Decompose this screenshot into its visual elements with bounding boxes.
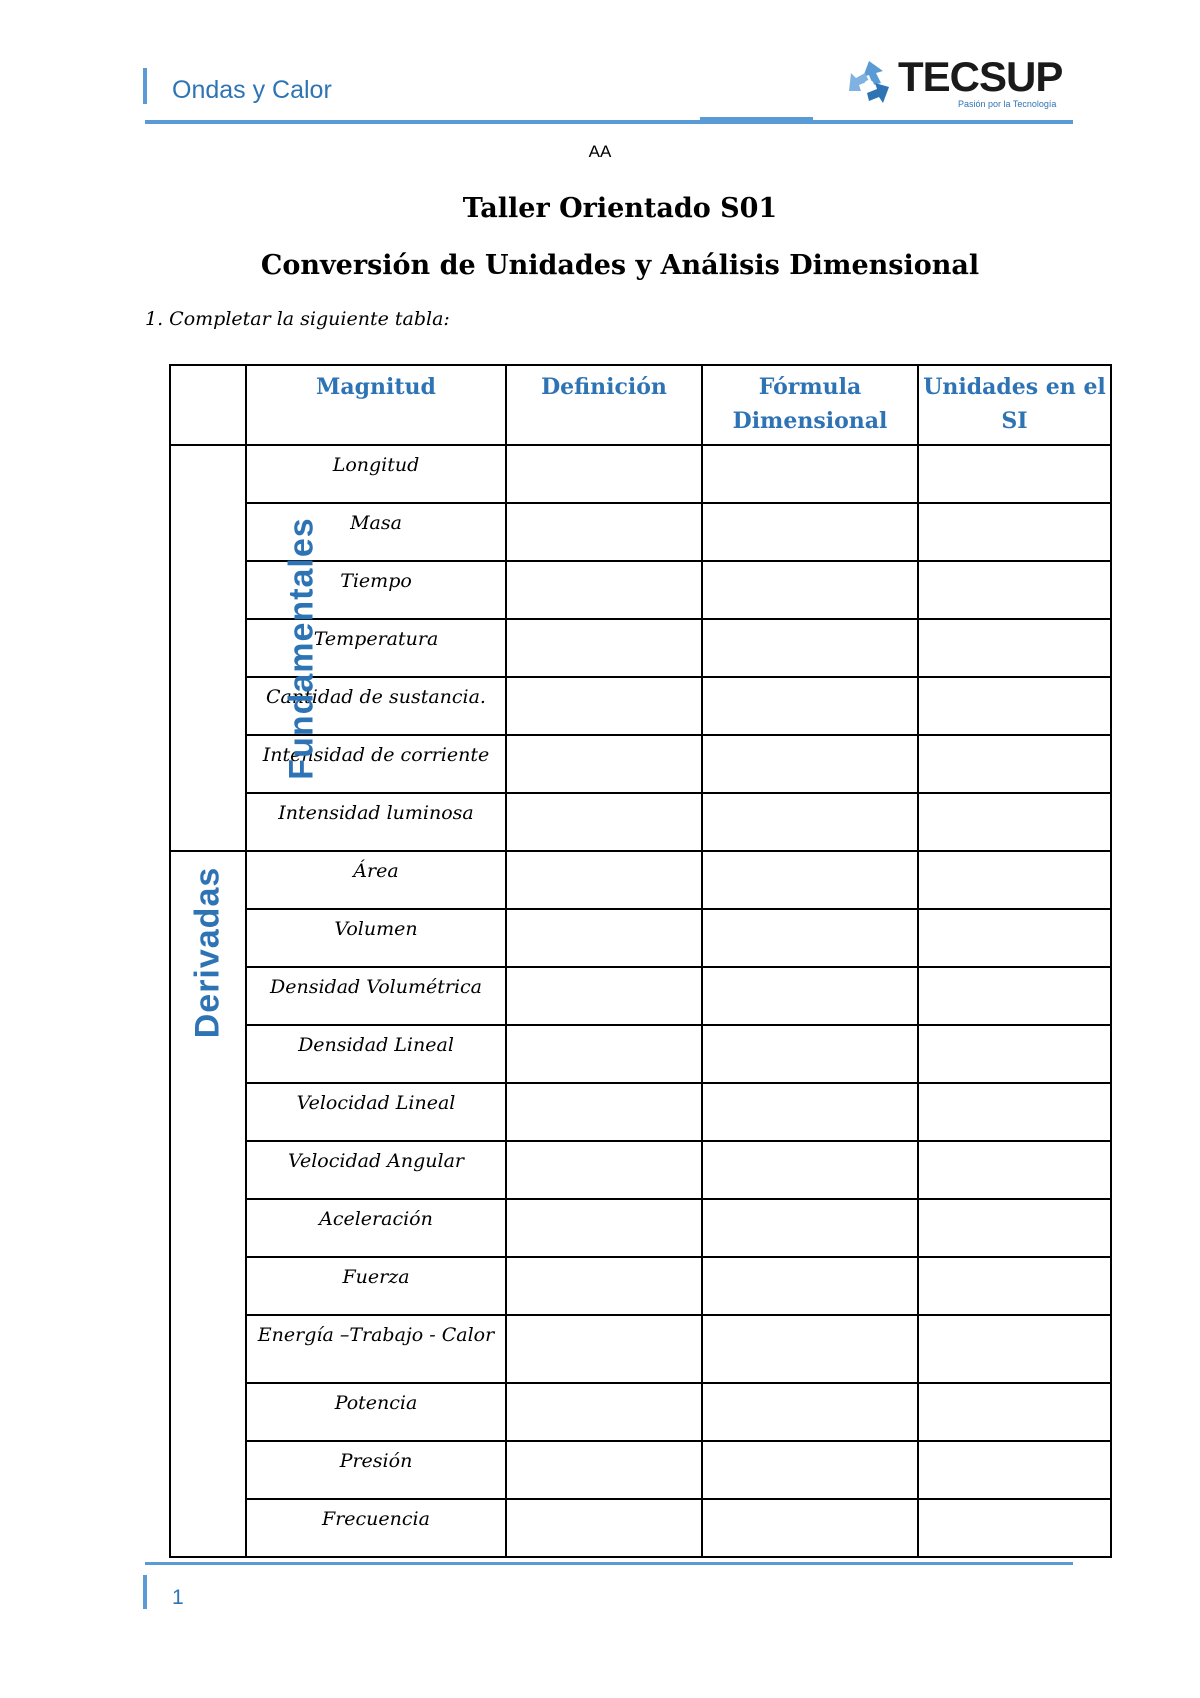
formula-cell[interactable] [702, 1315, 918, 1383]
definition-cell[interactable] [506, 793, 702, 851]
header-magnitud: Magnitud [246, 365, 506, 445]
magnitude-cell: Tiempo [246, 561, 506, 619]
formula-cell[interactable] [702, 503, 918, 561]
magnitude-cell: Masa [246, 503, 506, 561]
definition-cell[interactable] [506, 445, 702, 503]
formula-cell[interactable] [702, 677, 918, 735]
formula-cell[interactable] [702, 851, 918, 909]
magnitude-cell: Frecuencia [246, 1499, 506, 1557]
header-definicion: Definición [506, 365, 702, 445]
magnitude-cell: Potencia [246, 1383, 506, 1441]
si-units-cell[interactable] [918, 1083, 1111, 1141]
page-subtitle: Conversión de Unidades y Análisis Dimensional [260, 250, 980, 281]
formula-cell[interactable] [702, 445, 918, 503]
table-row [170, 445, 1111, 503]
si-units-cell[interactable] [918, 561, 1111, 619]
definition-cell[interactable] [506, 1499, 702, 1557]
category-derivadas [170, 851, 246, 1557]
magnitude-cell: Velocidad Lineal [246, 1083, 506, 1141]
si-units-cell[interactable] [918, 909, 1111, 967]
table-row [170, 1141, 1111, 1199]
definition-cell[interactable] [506, 909, 702, 967]
table-row [170, 909, 1111, 967]
header-unidades-si: Unidades en el SI [918, 365, 1111, 445]
table-row [170, 1315, 1111, 1383]
formula-cell[interactable] [702, 735, 918, 793]
formula-cell[interactable] [702, 1441, 918, 1499]
table-row [170, 1083, 1111, 1141]
category-label: Derivadas [188, 866, 227, 1038]
formula-cell[interactable] [702, 967, 918, 1025]
formula-cell[interactable] [702, 1383, 918, 1441]
magnitude-cell: Área [246, 851, 506, 909]
si-units-cell[interactable] [918, 503, 1111, 561]
footer-accent-bar [143, 1575, 147, 1609]
magnitude-cell: Aceleración [246, 1199, 506, 1257]
page-number: 1 [172, 1586, 184, 1609]
definition-cell[interactable] [506, 1083, 702, 1141]
si-units-cell[interactable] [918, 1315, 1111, 1383]
magnitude-cell: Volumen [246, 909, 506, 967]
formula-cell[interactable] [702, 1199, 918, 1257]
footer-rule [145, 1562, 1073, 1565]
table-row [170, 1441, 1111, 1499]
magnitude-cell: Densidad Volumétrica [246, 967, 506, 1025]
table-row [170, 793, 1111, 851]
category-label: Fundamentales [282, 516, 321, 780]
page-title: Taller Orientado S01 [462, 193, 778, 224]
magnitude-cell: Intensidad de corriente [246, 735, 506, 793]
table-row [170, 967, 1111, 1025]
definition-cell[interactable] [506, 561, 702, 619]
header-accent-bar [143, 68, 147, 104]
si-units-cell[interactable] [918, 1199, 1111, 1257]
definition-cell[interactable] [506, 1441, 702, 1499]
logo-wordmark: TECSUP [898, 53, 1063, 100]
header-formula-dimensional: Fórmula Dimensional [702, 365, 918, 445]
instruction-text: 1. Completar la siguiente tabla: [145, 308, 450, 330]
si-units-cell[interactable] [918, 1383, 1111, 1441]
table-row [170, 1025, 1111, 1083]
header-rule [145, 120, 1073, 124]
magnitude-cell: Energía –Trabajo - Calor [246, 1315, 506, 1383]
definition-cell[interactable] [506, 1383, 702, 1441]
formula-cell[interactable] [702, 793, 918, 851]
si-units-cell[interactable] [918, 677, 1111, 735]
magnitude-cell: Fuerza [246, 1257, 506, 1315]
si-units-cell[interactable] [918, 793, 1111, 851]
magnitude-cell: Temperatura [246, 619, 506, 677]
document-marker: AA [588, 142, 612, 161]
magnitude-cell: Intensidad luminosa [246, 793, 506, 851]
si-units-cell[interactable] [918, 1141, 1111, 1199]
formula-cell[interactable] [702, 619, 918, 677]
definition-cell[interactable] [506, 1257, 702, 1315]
magnitude-cell: Presión [246, 1441, 506, 1499]
tecsup-logo [843, 53, 1068, 109]
formula-cell[interactable] [702, 909, 918, 967]
si-units-cell[interactable] [918, 1257, 1111, 1315]
formula-cell[interactable] [702, 561, 918, 619]
recycle-arrows-icon [843, 57, 895, 109]
magnitude-cell: Cantidad de sustancia. [246, 677, 506, 735]
definition-cell[interactable] [506, 1025, 702, 1083]
table-row [170, 1383, 1111, 1441]
definition-cell[interactable] [506, 677, 702, 735]
definition-cell[interactable] [506, 503, 702, 561]
si-units-cell[interactable] [918, 619, 1111, 677]
category-fundamentales [170, 445, 321, 851]
si-units-cell[interactable] [918, 1499, 1111, 1557]
definition-cell[interactable] [506, 1141, 702, 1199]
table-row [170, 1199, 1111, 1257]
table-row [170, 1257, 1111, 1315]
category-header-cell [170, 365, 246, 445]
definition-cell[interactable] [506, 851, 702, 909]
definition-cell[interactable] [506, 735, 702, 793]
formula-cell[interactable] [702, 1257, 918, 1315]
formula-cell[interactable] [702, 1025, 918, 1083]
course-title: Ondas y Calor [172, 76, 332, 104]
formula-cell[interactable] [702, 1083, 918, 1141]
definition-cell[interactable] [506, 1199, 702, 1257]
si-units-cell[interactable] [918, 1441, 1111, 1499]
definition-cell[interactable] [506, 619, 702, 677]
si-units-cell[interactable] [918, 851, 1111, 909]
si-units-cell[interactable] [918, 967, 1111, 1025]
logo-tagline: Pasión por la Tecnología [958, 99, 1057, 109]
si-units-cell[interactable] [918, 445, 1111, 503]
definition-cell[interactable] [506, 1315, 702, 1383]
table-header-row [170, 365, 1111, 445]
units-table [169, 364, 1112, 1558]
table-row [170, 1499, 1111, 1557]
formula-cell[interactable] [702, 1141, 918, 1199]
definition-cell[interactable] [506, 967, 702, 1025]
magnitude-cell: Longitud [246, 445, 506, 503]
formula-cell[interactable] [702, 1499, 918, 1557]
si-units-cell[interactable] [918, 735, 1111, 793]
magnitude-cell: Densidad Lineal [246, 1025, 506, 1083]
magnitude-cell: Velocidad Angular [246, 1141, 506, 1199]
si-units-cell[interactable] [918, 1025, 1111, 1083]
table-row [170, 851, 1111, 909]
